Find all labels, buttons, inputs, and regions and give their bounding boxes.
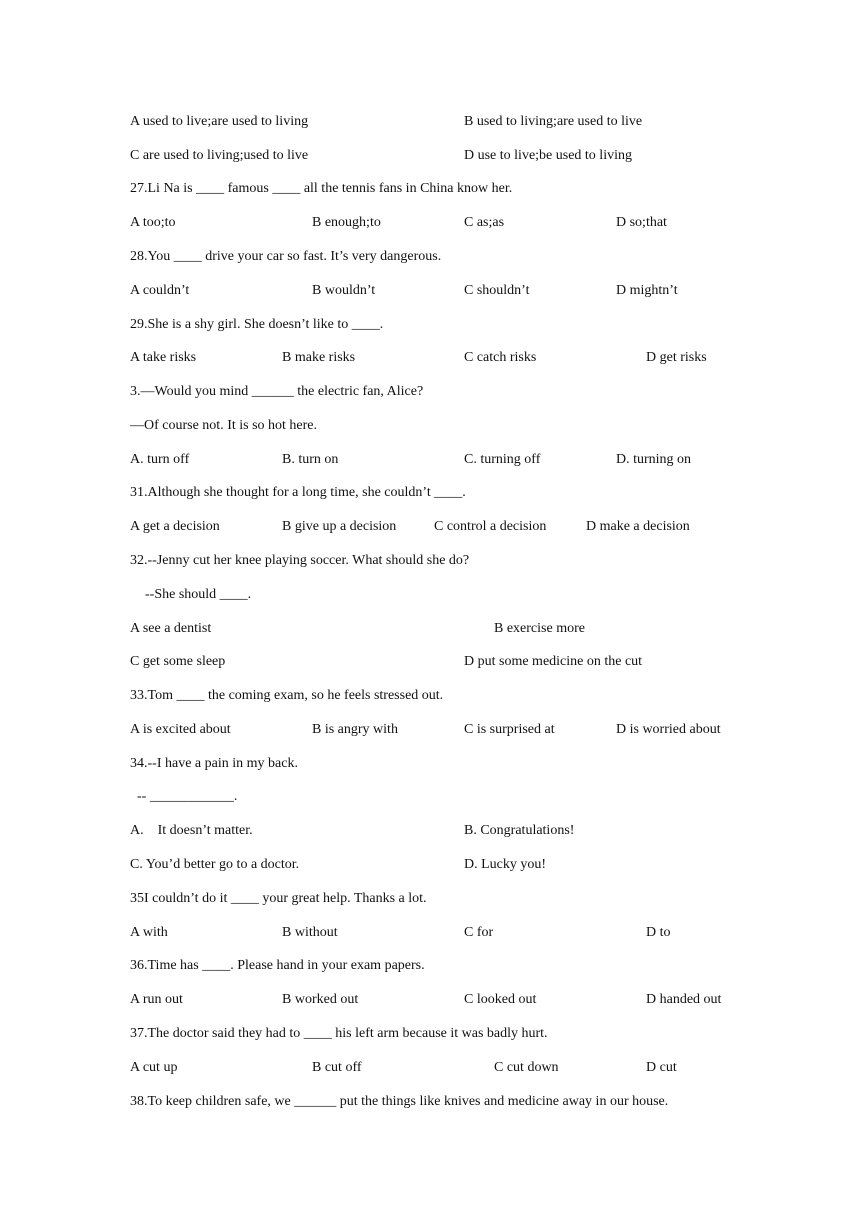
option-b: B give up a decision [282, 519, 397, 534]
options-line [0, 652, 860, 672]
option-b: B is angry with [312, 722, 398, 737]
question-38 [0, 1092, 860, 1112]
options-line [0, 213, 860, 233]
option-d: D. turning on [616, 452, 692, 467]
option-a: A couldn’t [130, 283, 190, 298]
question-27 [0, 179, 860, 199]
option-d: D handed out [646, 992, 722, 1007]
question-36 [0, 956, 860, 976]
option-d: D is worried about [616, 722, 721, 737]
option-c: C shouldn’t [464, 283, 530, 298]
option-b: B exercise more [494, 621, 585, 636]
option-b: B wouldn’t [312, 283, 376, 298]
option-a: A get a decision [130, 519, 220, 534]
question-text: 35I couldn’t do it ____ your great help. Thanks a lot. [130, 891, 427, 906]
options-line [0, 112, 860, 132]
question-text: 36.Time has ____. Please hand in your exam papers. [130, 958, 425, 973]
option-c: C are used to living;used to live [130, 148, 309, 163]
option-a: A run out [130, 992, 183, 1007]
dialogue-reply [0, 585, 860, 605]
option-a: A is excited about [130, 722, 231, 737]
option-b: B enough;to [312, 215, 381, 230]
option-a: A too;to [130, 215, 176, 230]
question-31 [0, 483, 860, 503]
question-28 [0, 247, 860, 267]
option-d: D mightn’t [616, 283, 678, 298]
option-b: B worked out [282, 992, 359, 1007]
option-c: C as;as [464, 215, 505, 230]
option-d: D to [646, 925, 671, 940]
options-line [0, 146, 860, 166]
question-text: 37.The doctor said they had to ____ his left arm because it was badly hurt. [130, 1026, 548, 1041]
option-c: C for [464, 925, 494, 940]
option-d: D so;that [616, 215, 667, 230]
question-text: 29.She is a shy girl. She doesn’t like to ____. [130, 317, 384, 332]
option-a: A. It doesn’t matter. [130, 823, 253, 838]
question-text: 3.—Would you mind ______ the electric fan, Alice? [130, 384, 424, 399]
option-c: C catch risks [464, 350, 537, 365]
reply-text: -- ____________. [137, 789, 238, 804]
option-a: A see a dentist [130, 621, 212, 636]
question-34 [0, 754, 860, 774]
reply-text: —Of course not. It is so hot here. [130, 418, 318, 433]
reply-text: --She should ____. [145, 587, 252, 602]
option-c: C control a decision [434, 519, 547, 534]
options-line [0, 855, 860, 875]
option-a: A with [130, 925, 168, 940]
option-b: B. Congratulations! [464, 823, 575, 838]
question-text: 31.Although she thought for a long time, she couldn’t ____. [130, 485, 466, 500]
question-35 [0, 889, 860, 909]
option-b: B. turn on [282, 452, 339, 467]
option-d: D get risks [646, 350, 707, 365]
options-line [0, 517, 860, 537]
option-a: A cut up [130, 1060, 178, 1075]
options-line [0, 450, 860, 470]
question-text: 38.To keep children safe, we ______ put the things like knives and medicine away in our house. [130, 1094, 669, 1109]
option-b: B used to living;are used to live [464, 114, 643, 129]
option-a: A used to live;are used to living [130, 114, 309, 129]
options-line [0, 821, 860, 841]
option-b: B without [282, 925, 338, 940]
options-line [0, 281, 860, 301]
question-37 [0, 1024, 860, 1044]
option-a: A take risks [130, 350, 197, 365]
dialogue-reply [0, 787, 860, 807]
question-text: 28.You ____ drive your car so fast. It’s very dangerous. [130, 249, 442, 264]
option-a: A. turn off [130, 452, 190, 467]
options-line [0, 1058, 860, 1078]
option-c: C cut down [494, 1060, 559, 1075]
option-b: B cut off [312, 1060, 362, 1075]
options-line [0, 619, 860, 639]
options-line [0, 348, 860, 368]
question-32 [0, 551, 860, 571]
option-d: D put some medicine on the cut [464, 654, 643, 669]
question-text: 27.Li Na is ____ famous ____ all the tennis fans in China know her. [130, 181, 513, 196]
dialogue-reply [0, 416, 860, 436]
option-c: C is surprised at [464, 722, 555, 737]
question-text: 34.--I have a pain in my back. [130, 756, 298, 771]
option-d: D. Lucky you! [464, 857, 547, 872]
question-text: 33.Tom ____ the coming exam, so he feels stressed out. [130, 688, 444, 703]
options-line [0, 923, 860, 943]
option-c: C. You’d better go to a doctor. [130, 857, 300, 872]
question-29 [0, 315, 860, 335]
option-d: D cut [646, 1060, 677, 1075]
question-30 [0, 382, 860, 402]
option-c: C looked out [464, 992, 537, 1007]
question-33 [0, 686, 860, 706]
question-text: 32.--Jenny cut her knee playing soccer. What should she do? [130, 553, 470, 568]
option-d: D make a decision [586, 519, 690, 534]
option-c: C. turning off [464, 452, 541, 467]
option-b: B make risks [282, 350, 356, 365]
option-c: C get some sleep [130, 654, 226, 669]
options-line [0, 990, 860, 1010]
option-d: D use to live;be used to living [464, 148, 632, 163]
options-line [0, 720, 860, 740]
